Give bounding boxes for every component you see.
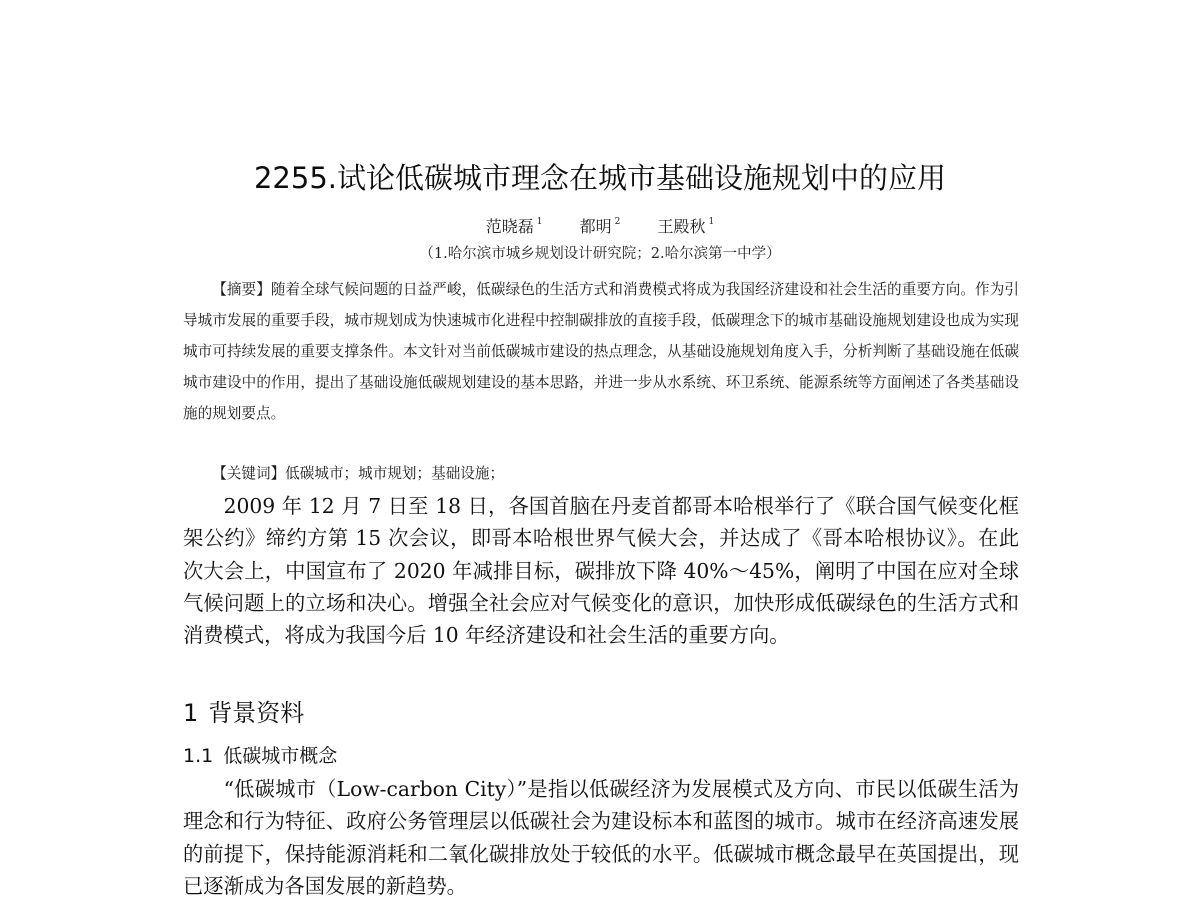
author-1: [486, 210, 543, 239]
author-affiliation-mark: 1: [708, 217, 715, 227]
subsection-heading: [183, 742, 337, 770]
intro-paragraph: 2009 年 12 月 7 日至 18 日，各国首脑在丹麦首都哥本哈根举行了《联合国气候变化框架公约》缔约方第 15 次会议，即哥本哈根世界气候大会，并达成了《哥本哈根协议》。在此次大会上，中国宣布了 2020 年减排目标，碳排放下降 40%～45%，阐明了中国在应对全球气候问题上的立场和决心。增强全社会应对气候变化的意识，加快形成低碳绿色的生活方式和消费模式，将成为我国今后 10 年经济建设和社会生活的重要方向。: [183, 494, 1019, 648]
subsection-number: 1.1: [183, 745, 214, 767]
keywords: 【关键词】低碳城市；城市规划；基础设施；: [212, 465, 505, 482]
author-name: 范晓磊: [485, 217, 534, 236]
author-2: [580, 210, 621, 239]
subsection-paragraph: “低碳城市（Low-carbon City）”是指以低碳经济为发展模式及方向、市民以低碳生活为理念和行为特征、政府公务管理层以低碳社会为建设标本和蓝图的城市。城市在经济高速发展的前提下，保持能源消耗和二氧化碳排放处于较低的水平。低碳城市概念最早在英国提出，现已逐渐成为各国发展的新趋势。: [183, 777, 1019, 898]
author-list: [150, 210, 1050, 239]
author-name: 王殿秋: [657, 217, 706, 236]
author-affiliation-mark: 2: [614, 217, 621, 227]
section-title: 背景资料: [208, 699, 305, 727]
abstract: 【摘要】随着全球气候问题的日益严峻，低碳绿色的生活方式和消费模式将成为我国经济建设和社会生活的重要方向。作为引导城市发展的重要手段，城市规划成为快速城市化进程中控制碳排放的直接手段，低碳理念下的城市基础设施规划建设也成为实现城市可持续发展的重要支撑条件。本文针对当前低碳城市建设的热点理念，从基础设施规划角度入手，分析判断了基础设施在低碳城市建设中的作用，提出了基础设施低碳规划建设的基本思路，并进一步从水系统、环卫系统、能源系统等方面阐述了各类基础设施的规划要点。: [183, 281, 1019, 422]
affiliation: （1.哈尔滨市城乡规划设计研究院；2.哈尔滨第一中学）: [419, 246, 781, 262]
section-heading: [183, 696, 304, 730]
paper-title: 2255.试论低碳城市理念在城市基础设施规划中的应用: [253, 161, 947, 195]
author-3: [657, 210, 714, 239]
section-number: 1: [183, 699, 199, 727]
subsection-title: 低碳城市概念: [223, 745, 338, 767]
author-name: 都明: [579, 217, 612, 236]
author-affiliation-mark: 1: [536, 217, 543, 227]
